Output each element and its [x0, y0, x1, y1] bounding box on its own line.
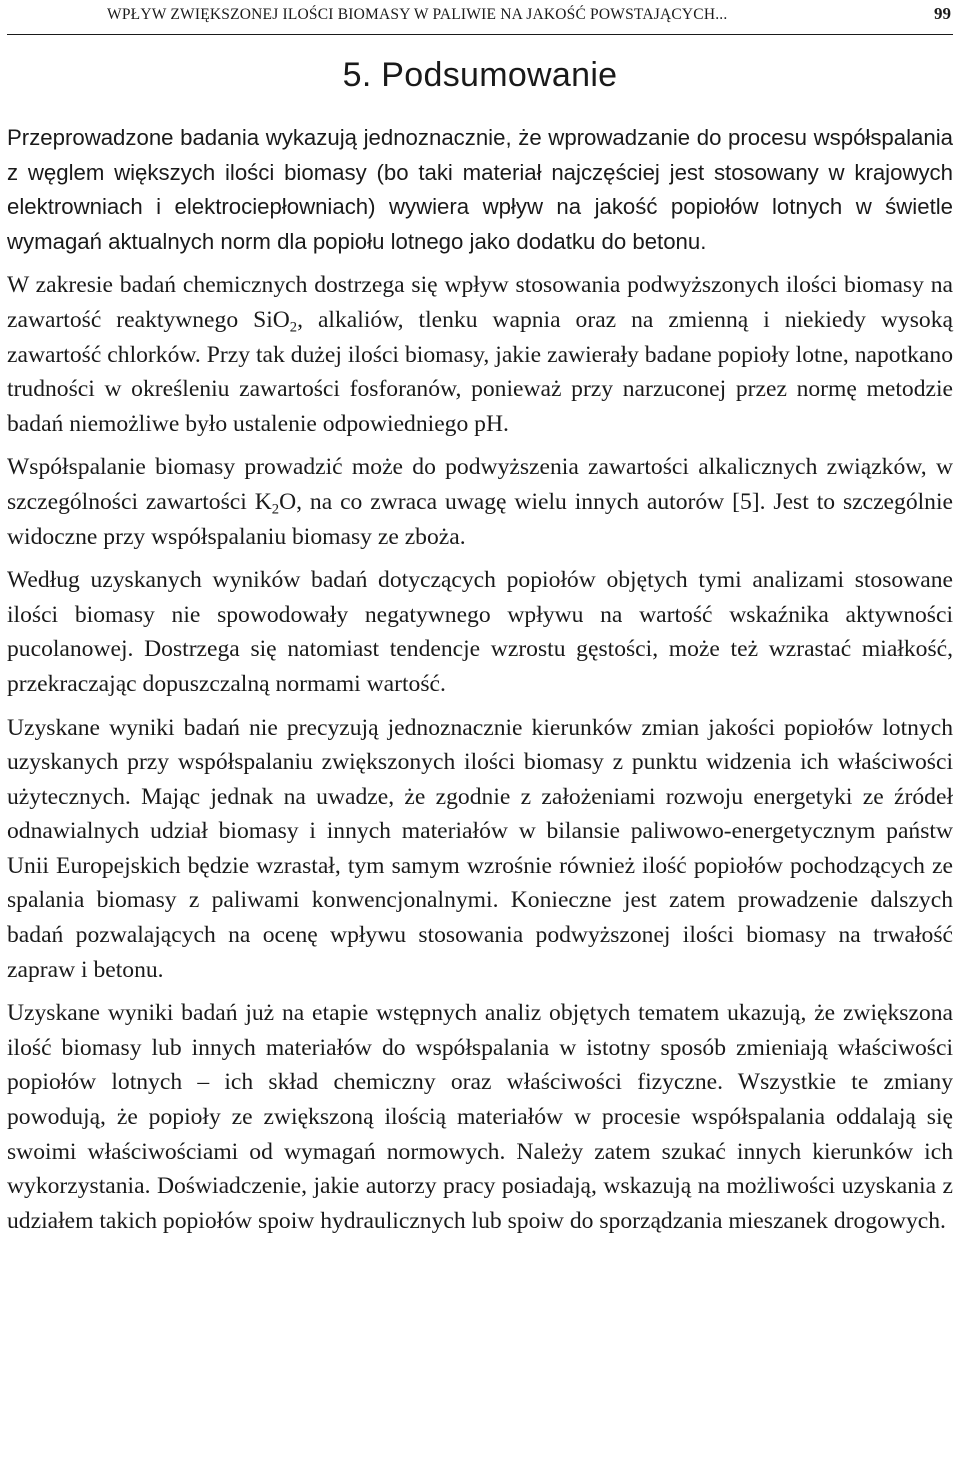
subscript-2: 2: [289, 319, 298, 336]
section-title: 5. Podsumowanie: [342, 56, 618, 94]
running-header: [7, 0, 953, 35]
running-title: WPŁYW ZWIĘKSZONEJ ILOŚCI BIOMASY W PALIWIE NA JAKOŚĆ POWSTAJĄCYCH...: [107, 6, 728, 23]
paragraph-4: Według uzyskanych wyników badań dotyczących popiołów objętych tymi analizami stosowane ilości biomasy nie spowodowały negatywnego wpływu na wartość wskaźnika aktywności pucolanowej. Dostrzega się natomiast tendencje wzrostu gęstości, może też wzrastać miałkość, przekraczając dopuszczalną normami wartość.: [7, 567, 953, 697]
paragraph-3-text-a: Współspalanie biomasy prowadzić może do podwyższenia zawartości alkalicznych związków, w szczególności zawartości K: [7, 454, 953, 515]
subscript-2: 2: [271, 501, 280, 518]
paragraph-6: Uzyskane wyniki badań już na etapie wstępnych analiz objętych tematem ukazują, że zwiększona ilość biomasy lub innych materiałów do współspalania w istotny sposób zmieniają właściwości popiołów lotnych – ich skład chemiczny oraz właściwości fizyczne. Wszystkie te zmiany powodują, że popioły ze zwiększoną ilością materiałów w procesie współspalania oddalają się swoimi właściwościami od wymagań normowych. Należy zatem szukać innych kierunków ich wykorzystania. Doświadczenie, jakie autorzy pracy posiadają, wskazują na możliwości uzyskania z udziałem takich popiołów spoiw hydraulicznych lub spoiw do sporządzania mieszanek drogowych.: [7, 1000, 953, 1234]
paragraph-2-text-a: W zakresie badań chemicznych dostrzega się wpływ stosowania podwyższonych ilości biomasy na zawartość reaktywnego SiO: [7, 272, 953, 333]
body-text: [7, 121, 953, 1238]
paragraph-3: [7, 450, 953, 554]
page-number: 99: [934, 4, 951, 23]
paragraph-2-text-b: , alkaliów, tlenku wapnia oraz na zmienną i niekiedy wysoką zawartość chlorków. Przy tak dużej ilości biomasy, jakie zawierały badane popioły lotne, napotkano trudności w określeniu zawartości fosforanów, ponieważ przy narzuconej przez normę metodzie badań niemożliwe było ustalenie odpowiedniego pH.: [7, 306, 953, 437]
paragraph-5: Uzyskane wyniki badań nie precyzują jednoznacznie kierunków zmian jakości popiołów lotnych uzyskanych przy współspalaniu zwiększonych ilości biomasy z punktu widzenia ich właściwości użytecznych. Mając jednak na uwadze, że zgodnie z założeniami rozwoju energetyki ze źródeł odnawialnych udział biomasy i innych materiałów w bilansie paliwowo-energetycznym państw Unii Europejskich będzie wzrastał, tym samym wzrośnie również ilość popiołów pochodzących ze spalania biomasy z paliwami konwencjonalnymi. Konieczne jest zatem prowadzenie dalszych badań pozwalających na ocenę wpływu stosowania podwyższonej ilości biomasy na trwałość zapraw i betonu.: [7, 714, 953, 983]
paragraph-2: [7, 268, 953, 441]
paragraph-1: Przeprowadzone badania wykazują jednoznacznie, że wprowadzanie do procesu współspalania z węglem większych ilości biomasy (bo taki materiał najczęściej jest stosowany w krajowych elektrowniach i elektrociepłowniach) wywiera wpływ na jakość popiołów lotnych w świetle wymagań aktualnych norm dla popiołu lotnego jako dodatku do betonu.: [7, 125, 953, 254]
paragraph-3-text-b: O, na co zwraca uwagę wielu innych autorów [5]. Jest to szczególnie widoczne przy współspalaniu biomasy ze zboża.: [7, 488, 953, 550]
